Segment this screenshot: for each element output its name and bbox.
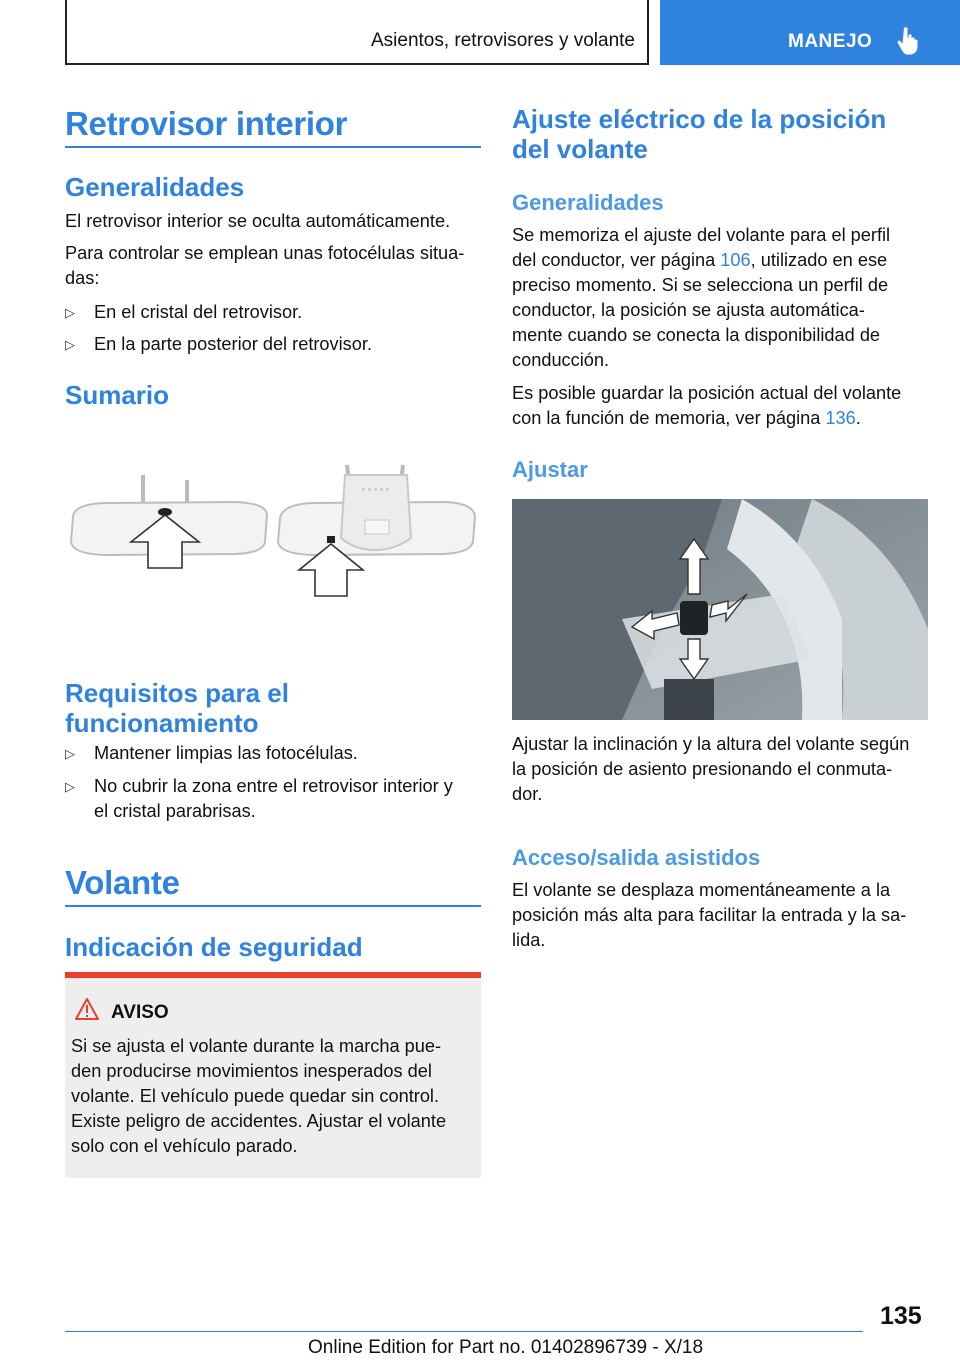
heading-retrovisor-interior: Retrovisor interior [65,105,348,142]
page-link-106[interactable]: 106 [720,250,751,270]
page-link-136[interactable]: 136 [825,408,856,428]
paragraph-easy-entry: El volante se desplaza momentáneamente a la posición más alta para facilitar la entrada y la sa‐ lida. [512,880,907,950]
heading-rule [65,905,481,907]
bullet-triangle-icon: ▷ [65,305,75,320]
heading-rule [65,146,481,148]
warning-triangle-icon [75,998,99,1020]
header-chapter-tab[interactable] [660,0,960,65]
heading-requisitos: Requisitos para el funcionamiento [65,678,289,738]
warning-box [65,978,481,1178]
header-chapter-label: MANEJO [788,31,873,52]
heading-ajustar: Ajustar [512,457,588,482]
header-section-title: Asientos, retrovisores y volante [370,30,635,51]
paragraph-memory-function: Es posible guardar la posición actual del volante con la función de memoria, ver página 136. [512,383,902,428]
list-item: ▷ No cubrir la zona entre el retrovisor interior y el cristal parabrisas. [65,776,453,821]
header-section-box [65,0,649,65]
warning-text: Si se ajusta el volante durante la marcha pue‐ den producirse movimientos inesperados del volante. El vehículo puede quedar sin control. Existe peligro de accidentes. Ajustar el volante solo con el vehículo parado. [71,1036,447,1156]
warning-title: AVISO [111,1002,169,1023]
paragraph-adjust-instructions: Ajustar la inclinación y la altura del volante según la posición de asiento presionando el conmuta‐ dor. [512,734,910,804]
steering-adjust-photo [512,499,928,720]
paragraph-mirror-auto: El retrovisor interior se oculta automáticamente. [65,211,451,231]
heading-volante: Volante [65,864,180,901]
mirror-overview-illustration [65,460,480,620]
footer-rule [65,1331,863,1332]
paragraph-photocells: Para controlar se emplean unas fotocélulas situa‐ das: [65,243,465,288]
heading-acceso-salida: Acceso/salida asistidos [512,845,761,870]
list-item: ▷ En la parte posterior del retrovisor. [65,332,372,357]
hand-pointer-icon [896,26,920,56]
heading-ajuste-electrico: Ajuste eléctrico de la posición del volante [512,104,887,164]
heading-generalidades-mirror: Generalidades [65,172,245,202]
page-number: 135 [880,1302,922,1330]
paragraph-memory-profile: Se memoriza el ajuste del volante para el perfil del conductor, ver página 106, utilizado en ese preciso momento. Si se selecciona un perfil de conductor, la posición se ajusta automática‐ mente cuando se conecta la disponibilidad de conducción. [512,225,891,370]
heading-sumario: Sumario [65,380,170,410]
bullet-triangle-icon: ▷ [65,779,75,794]
list-item: ▷ En el cristal del retrovisor. [65,300,302,325]
heading-generalidades-wheel: Generalidades [512,190,664,215]
list-item: ▷ Mantener limpias las fotocélulas. [65,741,358,766]
bullet-triangle-icon: ▷ [65,746,75,761]
footer-edition: Online Edition for Part no. 01402896739 - X/18 [308,1337,704,1358]
heading-indicacion-seguridad: Indicación de seguridad [65,932,363,962]
bullet-triangle-icon: ▷ [65,337,75,352]
